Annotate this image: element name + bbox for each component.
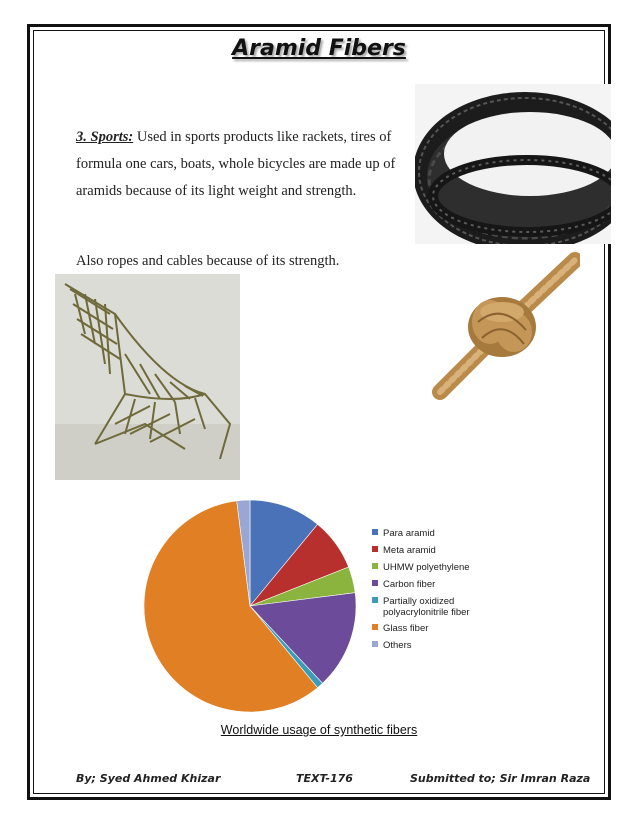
legend-swatch-2 xyxy=(372,563,378,569)
legend-label-4: Partially oxidized polyacrylonitrile fiber xyxy=(383,596,470,618)
chart-caption: Worldwide usage of synthetic fibers xyxy=(220,723,418,737)
legend-swatch-3 xyxy=(372,580,378,586)
legend-label-6: Others xyxy=(383,640,412,651)
legend-swatch-6 xyxy=(372,641,378,647)
chair-image xyxy=(55,274,240,480)
legend-label-3: Carbon fiber xyxy=(383,579,436,590)
rope-image xyxy=(430,252,580,402)
legend-swatch-1 xyxy=(372,546,378,552)
sports-text: Used in sports products like rackets, tires of formula one cars, boats, whole bicycles are made up of aramids because of its light weight and strength. xyxy=(76,129,396,199)
legend-swatch-0 xyxy=(372,529,378,535)
legend-swatch-4 xyxy=(372,597,378,603)
legend-label-1: Meta aramid xyxy=(383,545,436,556)
legend-label-0: Para aramid xyxy=(383,528,435,539)
legend-swatch-5 xyxy=(372,624,378,630)
pie-chart-svg xyxy=(138,494,498,714)
legend-label-2: UHMW polyethylene xyxy=(383,562,470,573)
footer-submitted: Submitted to; Sir Imran Raza xyxy=(410,772,591,785)
sports-paragraph xyxy=(76,124,406,205)
sports-label: 3. Sports: xyxy=(76,129,134,145)
page-title: Aramid Fibers xyxy=(232,36,406,61)
fiber-usage-chart xyxy=(138,494,498,714)
ropes-paragraph: Also ropes and cables because of its strength. xyxy=(76,253,340,269)
footer-course: TEXT-176 xyxy=(296,772,353,785)
footer-author: By; Syed Ahmed Khizar xyxy=(76,772,221,785)
tire-image xyxy=(415,84,611,244)
legend-label-5: Glass fiber xyxy=(383,623,429,634)
